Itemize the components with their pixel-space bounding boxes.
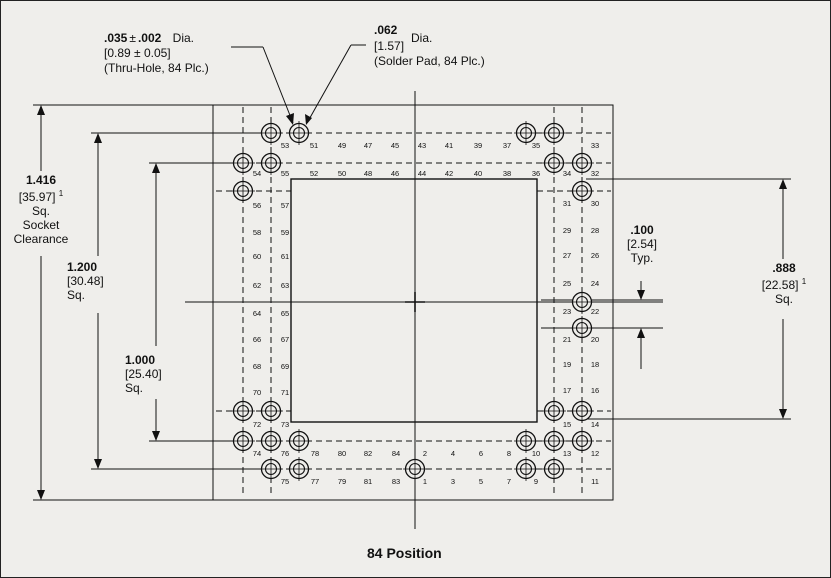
pin-label-36: 36 [531,169,541,178]
dim-1200-value: 1.200 [67,260,98,274]
solder-pad [287,121,311,145]
footprint-drawing [1,1,830,577]
pin-label-82: 82 [363,449,373,458]
pin-label-68: 68 [252,362,262,371]
pin-label-29: 29 [562,226,572,235]
pin-label-61: 61 [280,252,290,261]
pin-label-48: 48 [363,169,373,178]
pad-diameter-metric: [1.57] [374,39,405,53]
pin-label-23: 23 [562,307,572,316]
pin-label-5: 5 [478,477,484,486]
hole-dia-word: Dia. [172,31,194,45]
pin-label-13: 13 [562,449,572,458]
pin-label-35: 35 [531,141,541,150]
pin-label-34: 34 [562,169,572,178]
pin-label-81: 81 [363,477,373,486]
hole-note: (Thru-Hole, 84 Plc.) [104,61,209,75]
pin-label-67: 67 [280,335,290,344]
pin-label-24: 24 [590,279,600,288]
pin-label-47: 47 [363,141,373,150]
pin-label-74: 74 [252,449,262,458]
solder-pad [259,151,283,175]
pin-label-19: 19 [562,360,572,369]
pin-label-46: 46 [390,169,400,178]
pin-label-80: 80 [337,449,347,458]
dim-100-metric: [2.54] [626,237,658,251]
dim-1200-metric: [30.48] [67,274,104,288]
solder-pad [287,429,311,453]
pin-label-59: 59 [280,228,290,237]
pin-label-15: 15 [562,420,572,429]
pin-label-63: 63 [280,281,290,290]
solder-pad [287,457,311,481]
pin-label-30: 30 [590,199,600,208]
dim-888-label [749,261,819,306]
pin-label-25: 25 [562,279,572,288]
pin-label-78: 78 [310,449,320,458]
solder-pad [259,457,283,481]
pin-label-79: 79 [337,477,347,486]
pin-label-8: 8 [506,449,512,458]
solder-pad [259,399,283,423]
pin-label-39: 39 [473,141,483,150]
pin-label-1: 1 [422,477,428,486]
pin-label-75: 75 [280,477,290,486]
dim-1000-label [125,353,162,395]
pin-label-50: 50 [337,169,347,178]
pin-label-3: 3 [450,477,456,486]
pin-label-40: 40 [473,169,483,178]
pin-label-44: 44 [417,169,427,178]
dim-100-label [617,223,667,265]
pin-label-57: 57 [280,201,290,210]
pin-label-20: 20 [590,335,600,344]
pin-label-6: 6 [478,449,484,458]
solder-pad [231,399,255,423]
pin-label-71: 71 [280,388,290,397]
pin-label-45: 45 [390,141,400,150]
solder-pad [259,121,283,145]
solder-pad [231,429,255,453]
pin-label-2: 2 [422,449,428,458]
pin-label-58: 58 [252,228,262,237]
hole-diameter-metric: [0.89 ± 0.05] [104,46,171,60]
dim-1416-socket: Socket [22,218,60,232]
pin-label-33: 33 [590,141,600,150]
solder-pad [542,121,566,145]
pin-label-9: 9 [533,477,539,486]
dimension-100-lines [541,281,663,369]
dim-1416-metric: [35.97] $^1$ [18,189,64,204]
dim-1200-sq: Sq. [67,288,86,302]
pad-dia-word: Dia. [411,31,433,45]
pin-label-54: 54 [252,169,262,178]
pin-label-56: 56 [252,201,262,210]
figure-title: 84 Position [367,545,442,561]
pin-label-17: 17 [562,386,572,395]
pin-label-76: 76 [280,449,290,458]
pin-label-10: 10 [531,449,541,458]
dim-1416-value: 1.416 [25,173,57,187]
dim-1200-label [67,260,104,302]
pin-label-73: 73 [280,420,290,429]
pin-label-84: 84 [391,449,401,458]
pin-label-38: 38 [502,169,512,178]
pad-diameter-value: .062 [374,23,398,37]
pin-label-37: 37 [502,141,512,150]
pin-label-65: 65 [280,309,290,318]
pin-label-69: 69 [280,362,290,371]
solder-pad [259,429,283,453]
dim-888-sq: Sq. [774,292,793,306]
pin-label-4: 4 [450,449,456,458]
pin-label-72: 72 [252,420,262,429]
pin-label-55: 55 [280,169,290,178]
pin-label-52: 52 [309,169,319,178]
dim-100-value: .100 [630,223,654,237]
pin-label-62: 62 [252,281,262,290]
hole-diameter-value: .035 ± .002 Dia. [104,31,194,45]
dim-1416-sq: Sq. [31,204,50,218]
pin-label-26: 26 [590,251,600,260]
dim-1416-label [1,173,81,246]
dim-888-metric: [22.58] $^1$ [761,277,807,292]
pin-label-49: 49 [337,141,347,150]
inner-body-outline [291,179,537,422]
solder-pad [542,457,566,481]
dim-1000-metric: [25.40] [125,367,162,381]
dim-1000-sq: Sq. [125,381,144,395]
pin-label-11: 11 [591,477,599,486]
solder-pad [231,151,255,175]
pin-label-77: 77 [310,477,320,486]
hole-leader-b [263,47,293,123]
pin-label-22: 22 [590,307,600,316]
pin-label-21: 21 [562,335,572,344]
pin-label-16: 16 [590,386,600,395]
pin-label-7: 7 [506,477,512,486]
pin-label-60: 60 [252,252,262,261]
pin-label-66: 66 [252,335,262,344]
pin-label-18: 18 [590,360,600,369]
dim-1416-clearance: Clearance [13,232,69,246]
pad-leader-b [307,45,351,123]
pin-label-31: 31 [562,199,572,208]
dim-1000-value: 1.000 [125,353,156,367]
pin-label-51: 51 [309,141,319,150]
pin-label-32: 32 [590,169,600,178]
solder-pad [231,179,255,203]
pin-label-70: 70 [252,388,262,397]
pin-label-27: 27 [562,251,572,260]
dim-888-value: .888 [772,261,796,275]
pin-label-28: 28 [590,226,600,235]
pin-label-12: 12 [590,449,600,458]
dim-100-typ: Typ. [630,251,654,265]
pin-label-64: 64 [252,309,262,318]
pin-label-41: 41 [444,141,454,150]
pin-label-43: 43 [417,141,427,150]
pin-label-83: 83 [391,477,401,486]
pad-note: (Solder Pad, 84 Plc.) [374,54,485,68]
pin-label-42: 42 [444,169,454,178]
pin-label-14: 14 [590,420,600,429]
pin-label-53: 53 [280,141,290,150]
